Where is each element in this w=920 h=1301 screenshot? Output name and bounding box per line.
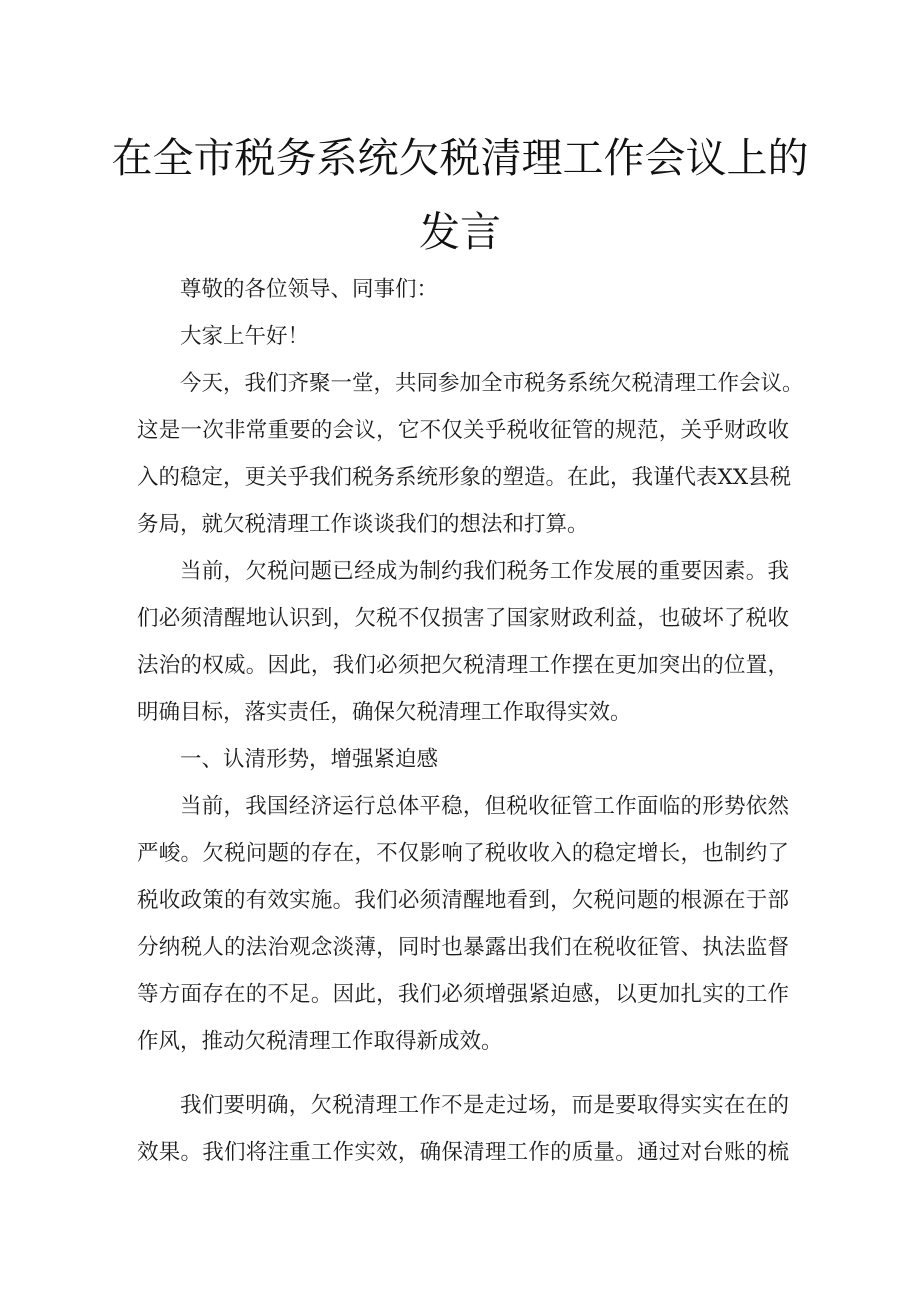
paragraph-line: 今天，我们齐聚一堂，共同参加全市税务系统欠税清理工作会议。 (180, 371, 804, 396)
paragraph-line: 这是一次非常重要的会议，它不仅关乎税收征管的规范，关乎财政收 (137, 418, 789, 443)
paragraph-line: 入的稳定，更关乎我们税务系统形象的塑造。在此，我谨代表XX县税 (137, 465, 792, 490)
paragraph-line: 分纳税人的法治观念淡薄，同时也暴露出我们在税收征管、执法监督 (137, 935, 789, 960)
paragraph-line: 作风，推动欠税清理工作取得新成效。 (137, 1029, 503, 1054)
paragraph-line: 们必须清醒地认识到，欠税不仅损害了国家财政利益，也破坏了税收 (137, 606, 789, 631)
paragraph-line: 法治的权威。因此，我们必须把欠税清理工作摆在更加突出的位置， (137, 653, 789, 678)
paragraph-line: 明确目标，落实责任，确保欠税清理工作取得实效。 (137, 700, 632, 725)
paragraph-line: 严峻。欠税问题的存在，不仅影响了税收收入的稳定增长，也制约了 (137, 841, 789, 866)
paragraph-line: 当前，欠税问题已经成为制约我们税务工作发展的重要因素。我 (180, 559, 789, 584)
paragraph-line: 我们要明确，欠税清理工作不是走过场，而是要取得实实在在的 (180, 1093, 789, 1118)
greeting: 大家上午好！ (180, 324, 310, 349)
document-title-line-2: 发言 (419, 208, 501, 256)
section-heading: 一、认清形势，增强紧迫感 (180, 747, 439, 772)
paragraph-line: 当前，我国经济运行总体平稳，但税收征管工作面临的形势依然 (180, 794, 789, 819)
paragraph-line: 税收政策的有效实施。我们必须清醒地看到，欠税问题的根源在于部 (137, 888, 789, 913)
paragraph-line: 等方面存在的不足。因此，我们必须增强紧迫感，以更加扎实的工作 (137, 982, 789, 1007)
paragraph-line: 效果。我们将注重工作实效，确保清理工作的质量。通过对台账的梳 (137, 1140, 789, 1165)
document-title-line-1: 在全市税务系统欠税清理工作会议上的 (111, 134, 809, 182)
paragraph-line: 务局，就欠税清理工作谈谈我们的想法和打算。 (137, 512, 589, 537)
salutation: 尊敬的各位领导、同事们： (180, 277, 439, 302)
